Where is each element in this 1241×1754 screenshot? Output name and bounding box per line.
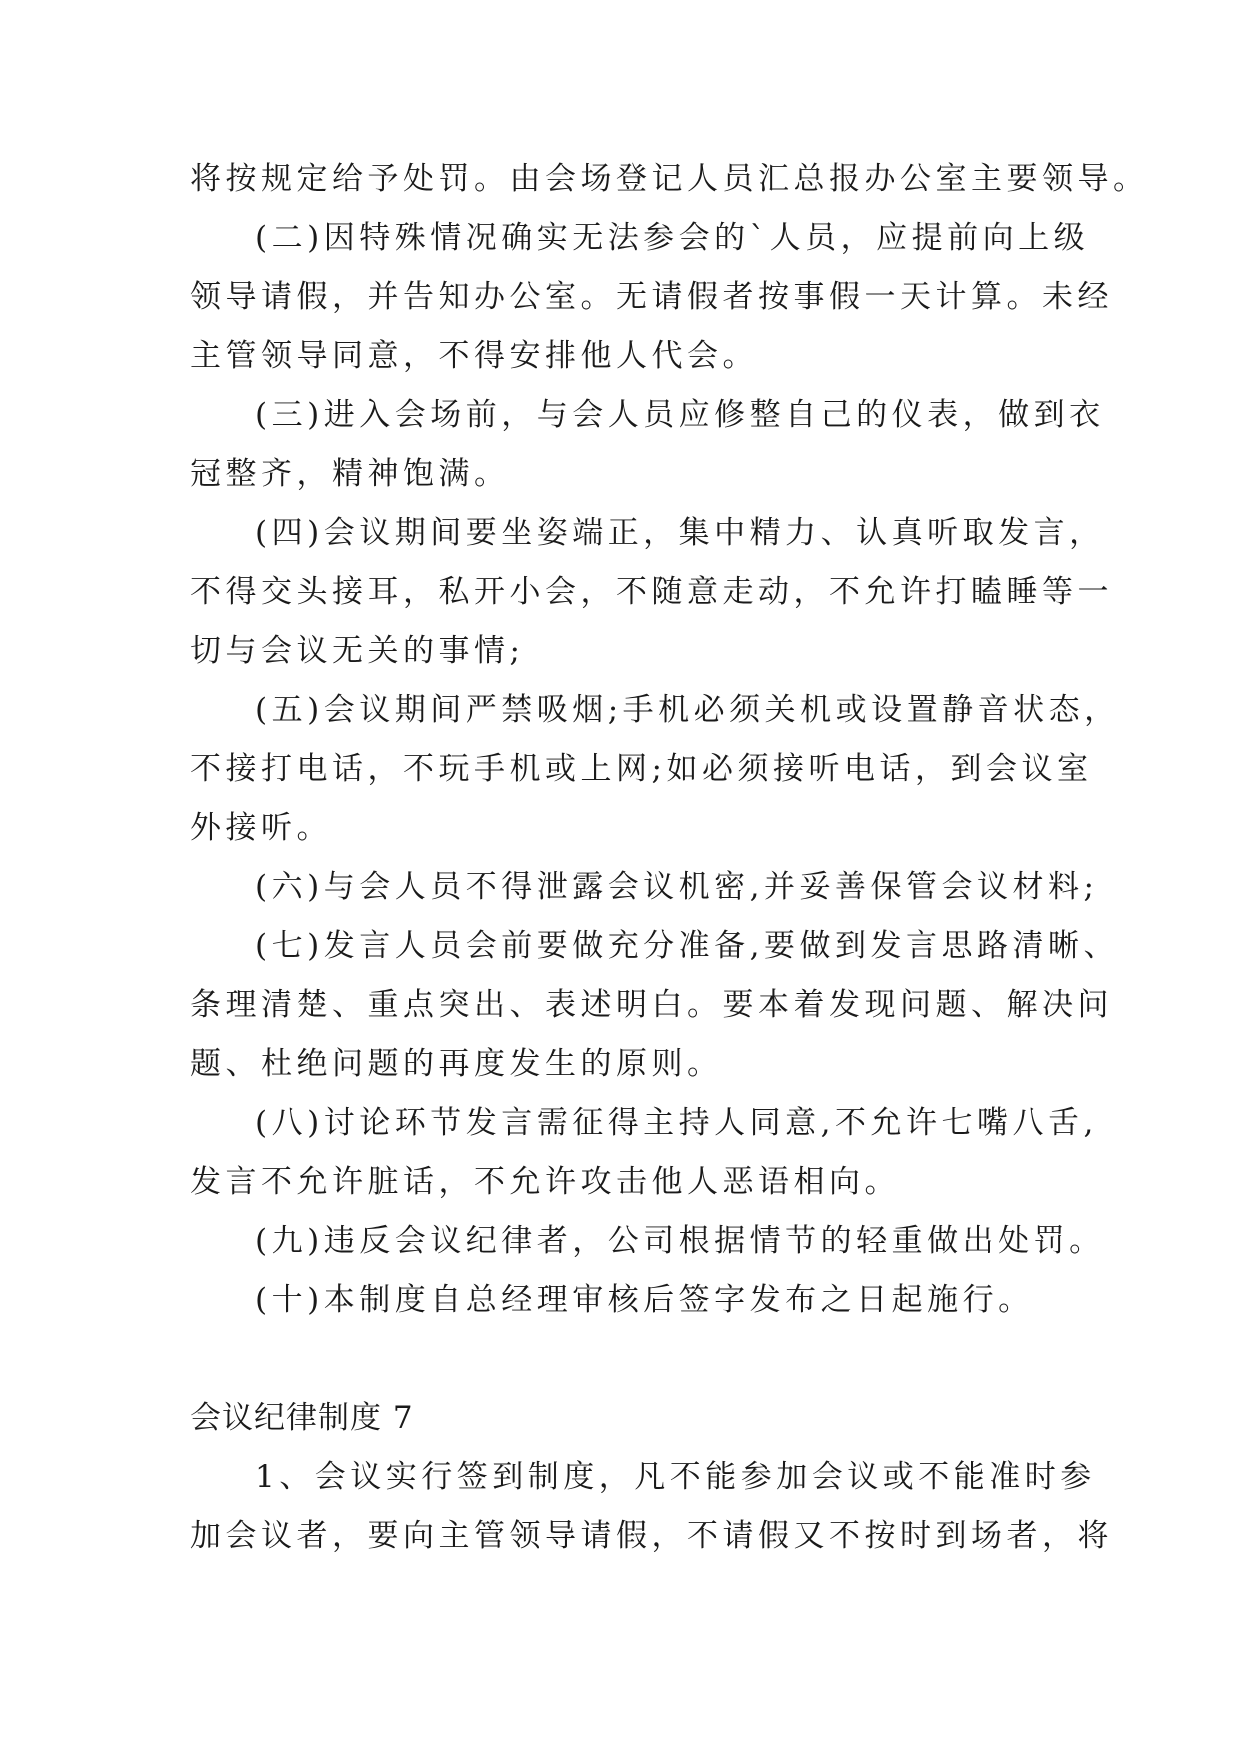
text-line: 加会议者，要向主管领导请假，不请假又不按时到场者，将 [190,1518,1113,1554]
paragraph [190,150,1149,209]
text-line: 不接打电话，不玩手机或上网;如必须接听电话，到会议室 [190,751,1093,787]
paragraph [190,858,1099,917]
text-line: (八)讨论环节发言需征得主持人同意,不允许七嘴八舌, [255,1105,1098,1141]
text-line: 不得交头接耳，私开小会，不随意走动，不允许打瞌睡等一 [190,574,1113,610]
text-line: (九)违反会议纪律者，公司根据情节的轻重做出处罚。 [255,1223,1105,1259]
text-line: (七)发言人员会前要做充分准备,要做到发言思路清晰、 [255,928,1120,964]
text-line: (五)会议期间严禁吸烟;手机必须关机或设置静音状态， [255,692,1120,728]
section-heading [190,1389,1090,1448]
text-line: 切与会议无关的事情; [190,633,525,669]
text-line: 外接听。 [190,810,332,846]
document-body [190,150,1149,1566]
paragraph [190,1212,1105,1271]
text-line: (四)会议期间要坐姿端正，集中精力、认真听取发言， [255,515,1105,551]
paragraph [190,209,1113,386]
paragraph [190,1271,1090,1330]
text-line: 题、杜绝问题的再度发生的原则。 [190,1046,723,1082]
text-line: 将按规定给予处罚。由会场登记人员汇总报办公室主要领导。 [190,161,1149,197]
text-line: (二)因特殊情况确实无法参会的`人员，应提前向上级 [255,220,1090,256]
text-line: 条理清楚、重点突出、表述明白。要本着发现问题、解决问 [190,987,1113,1023]
section-spacer [190,1330,1090,1389]
text-line: 主管领导同意，不得安排他人代会。 [190,338,758,374]
text-line: 领导请假，并告知办公室。无请假者按事假一天计算。未经 [190,279,1113,315]
paragraph [190,681,1120,858]
text-line: 会议纪律制度 7 [190,1400,414,1436]
paragraph [190,1094,1098,1212]
paragraph [190,504,1113,681]
text-line: 1、会议实行签到制度，凡不能参加会议或不能准时参 [255,1459,1096,1495]
paragraph [190,386,1105,504]
paragraph [190,1448,1113,1566]
paragraph [190,917,1120,1094]
text-line: (三)进入会场前，与会人员应修整自己的仪表，做到衣 [255,397,1105,433]
text-line: (十)本制度自总经理审核后签字发布之日起施行。 [255,1282,1034,1318]
text-line: 发言不允许脏话，不允许攻击他人恶语相向。 [190,1164,900,1200]
text-line: (六)与会人员不得泄露会议机密,并妥善保管会议材料; [255,869,1099,905]
text-line: 冠整齐，精神饱满。 [190,456,510,492]
